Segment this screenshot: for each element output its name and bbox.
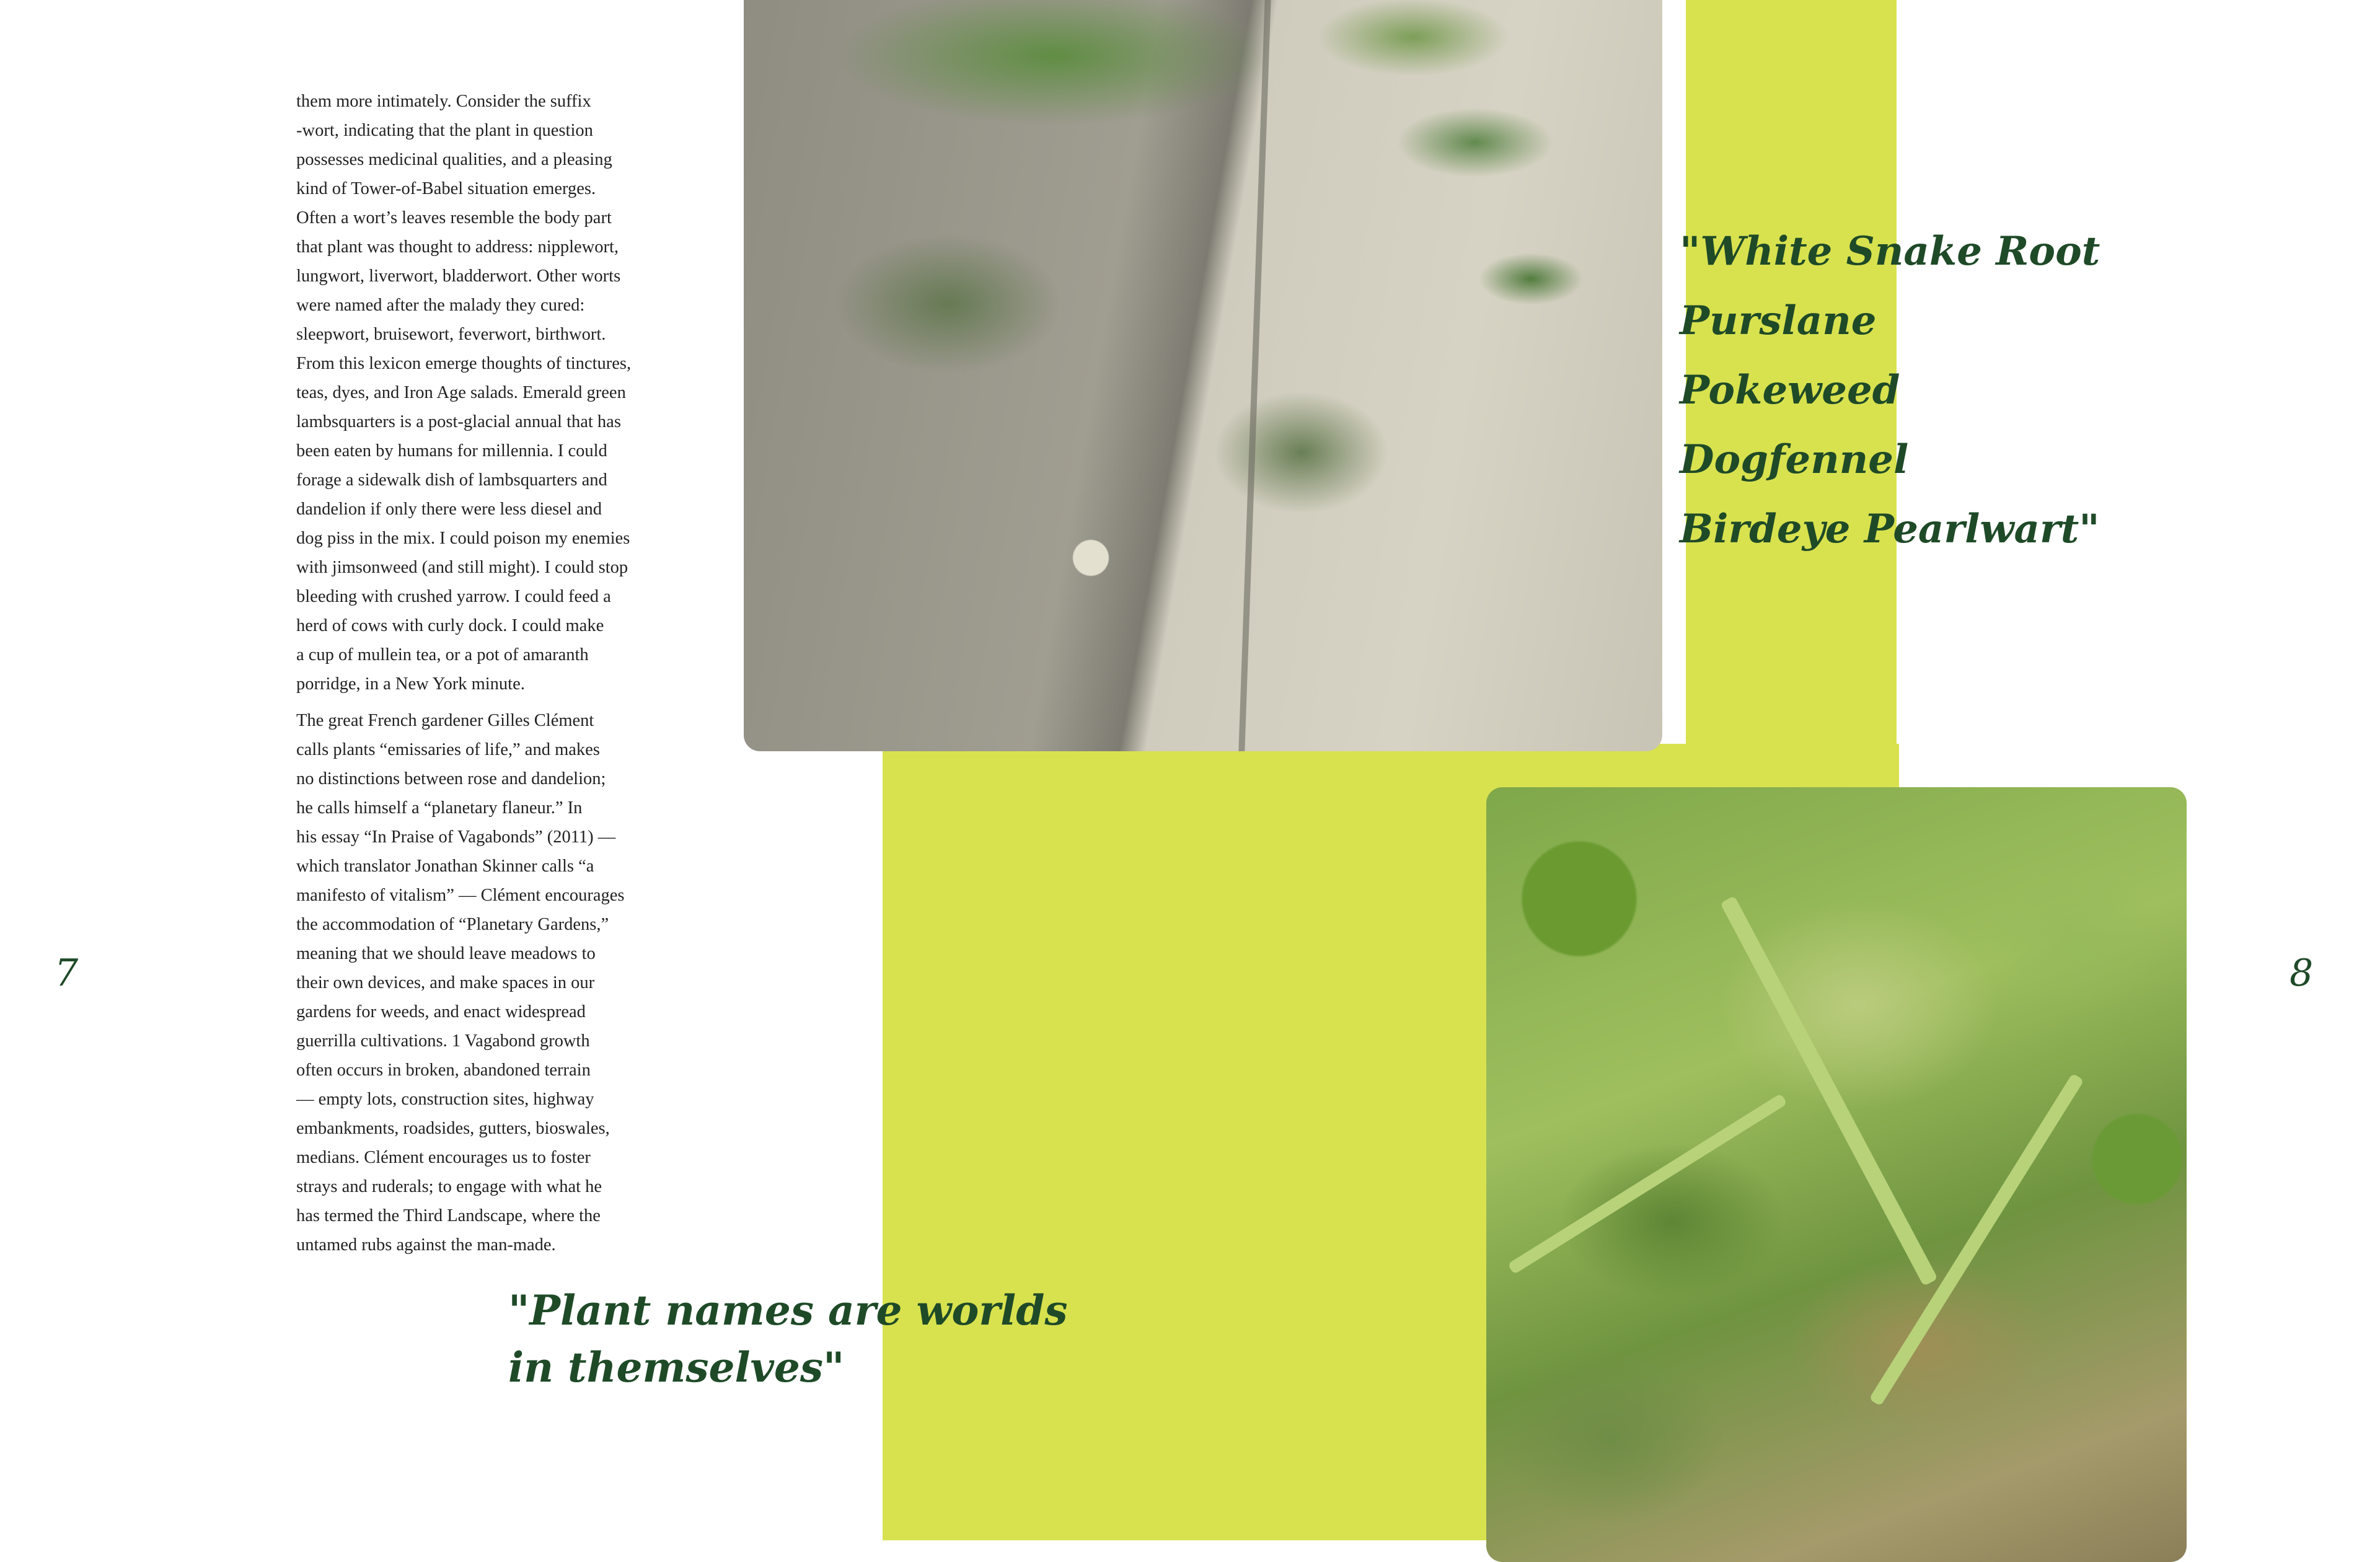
stem [1507, 1093, 1787, 1275]
essay-paragraph: The great French gardener Gilles Clément calls plants “emissaries of life,” and makes no distinctions between rose and dandelion; he calls himself a “planetary flaneur.” In his essay “In Praise of Vagabonds” (2011) — which translator Jonathan Skinner calls “a manifesto of vitalism” — Clément encourages the accommodation of “Planetary Gardens,” meaning that we should leave meadows to their own devices, and make spaces in our gardens for weeds, and enact widespread guerrilla cultivations. 1 Vagabond growth often occurs in broken, abandoned terrain — empty lots, construction sites, highway embankments, roadsides, gutters, bioswales, medians. Clément encourages us to foster strays and ruderals; to engage with what he has termed the Third Landscape, where the untamed rubs against the man-made. [296, 711, 625, 1255]
sidewalk-weeds-photo [744, 0, 1662, 751]
page-number-left: 7 [55, 951, 79, 995]
stem [1720, 896, 1938, 1286]
pull-quote: "Plant names are worlds in themselves" [508, 1286, 1068, 1392]
jimsonweed-photo [1486, 787, 2187, 1562]
sidewalk-crack [1238, 0, 1271, 751]
plant-name-list: "White Snake Root Purslane Pokeweed Dogfennel Birdeye Pearlwart" [1680, 228, 2100, 552]
page-number-right: 8 [2290, 951, 2314, 995]
essay-paragraph: them more intimately. Consider the suffix -wort, indicating that the plant in question possesses medicinal qualities, and a pleasing kind of Tower-of-Babel situation emerges. Often a wort’s leaves resemble the body part that plant was thought to address: nipplewort, lungwort, liverwort, bladderwort. Other worts were named after the malady they cured: sleepwort, bruisewort, feverwort, birthwort. From this lexicon emerge thoughts of tinctures, teas, dyes, and Iron Age salads. Emerald green lambsquarters is a post-glacial annual that has been eaten by humans for millennia. I could forage a sidewalk dish of lambsquarters and dandelion if only there were less diesel and dog piss in the mix. I could poison my enemies with jimsonweed (and still might). I could stop bleeding with crushed yarrow. I could feed a herd of cows with curly dock. I could make a cup of mullein tea, or a pot of amaranth porridge, in a New York minute. [296, 92, 632, 694]
essay-body [296, 87, 705, 1267]
